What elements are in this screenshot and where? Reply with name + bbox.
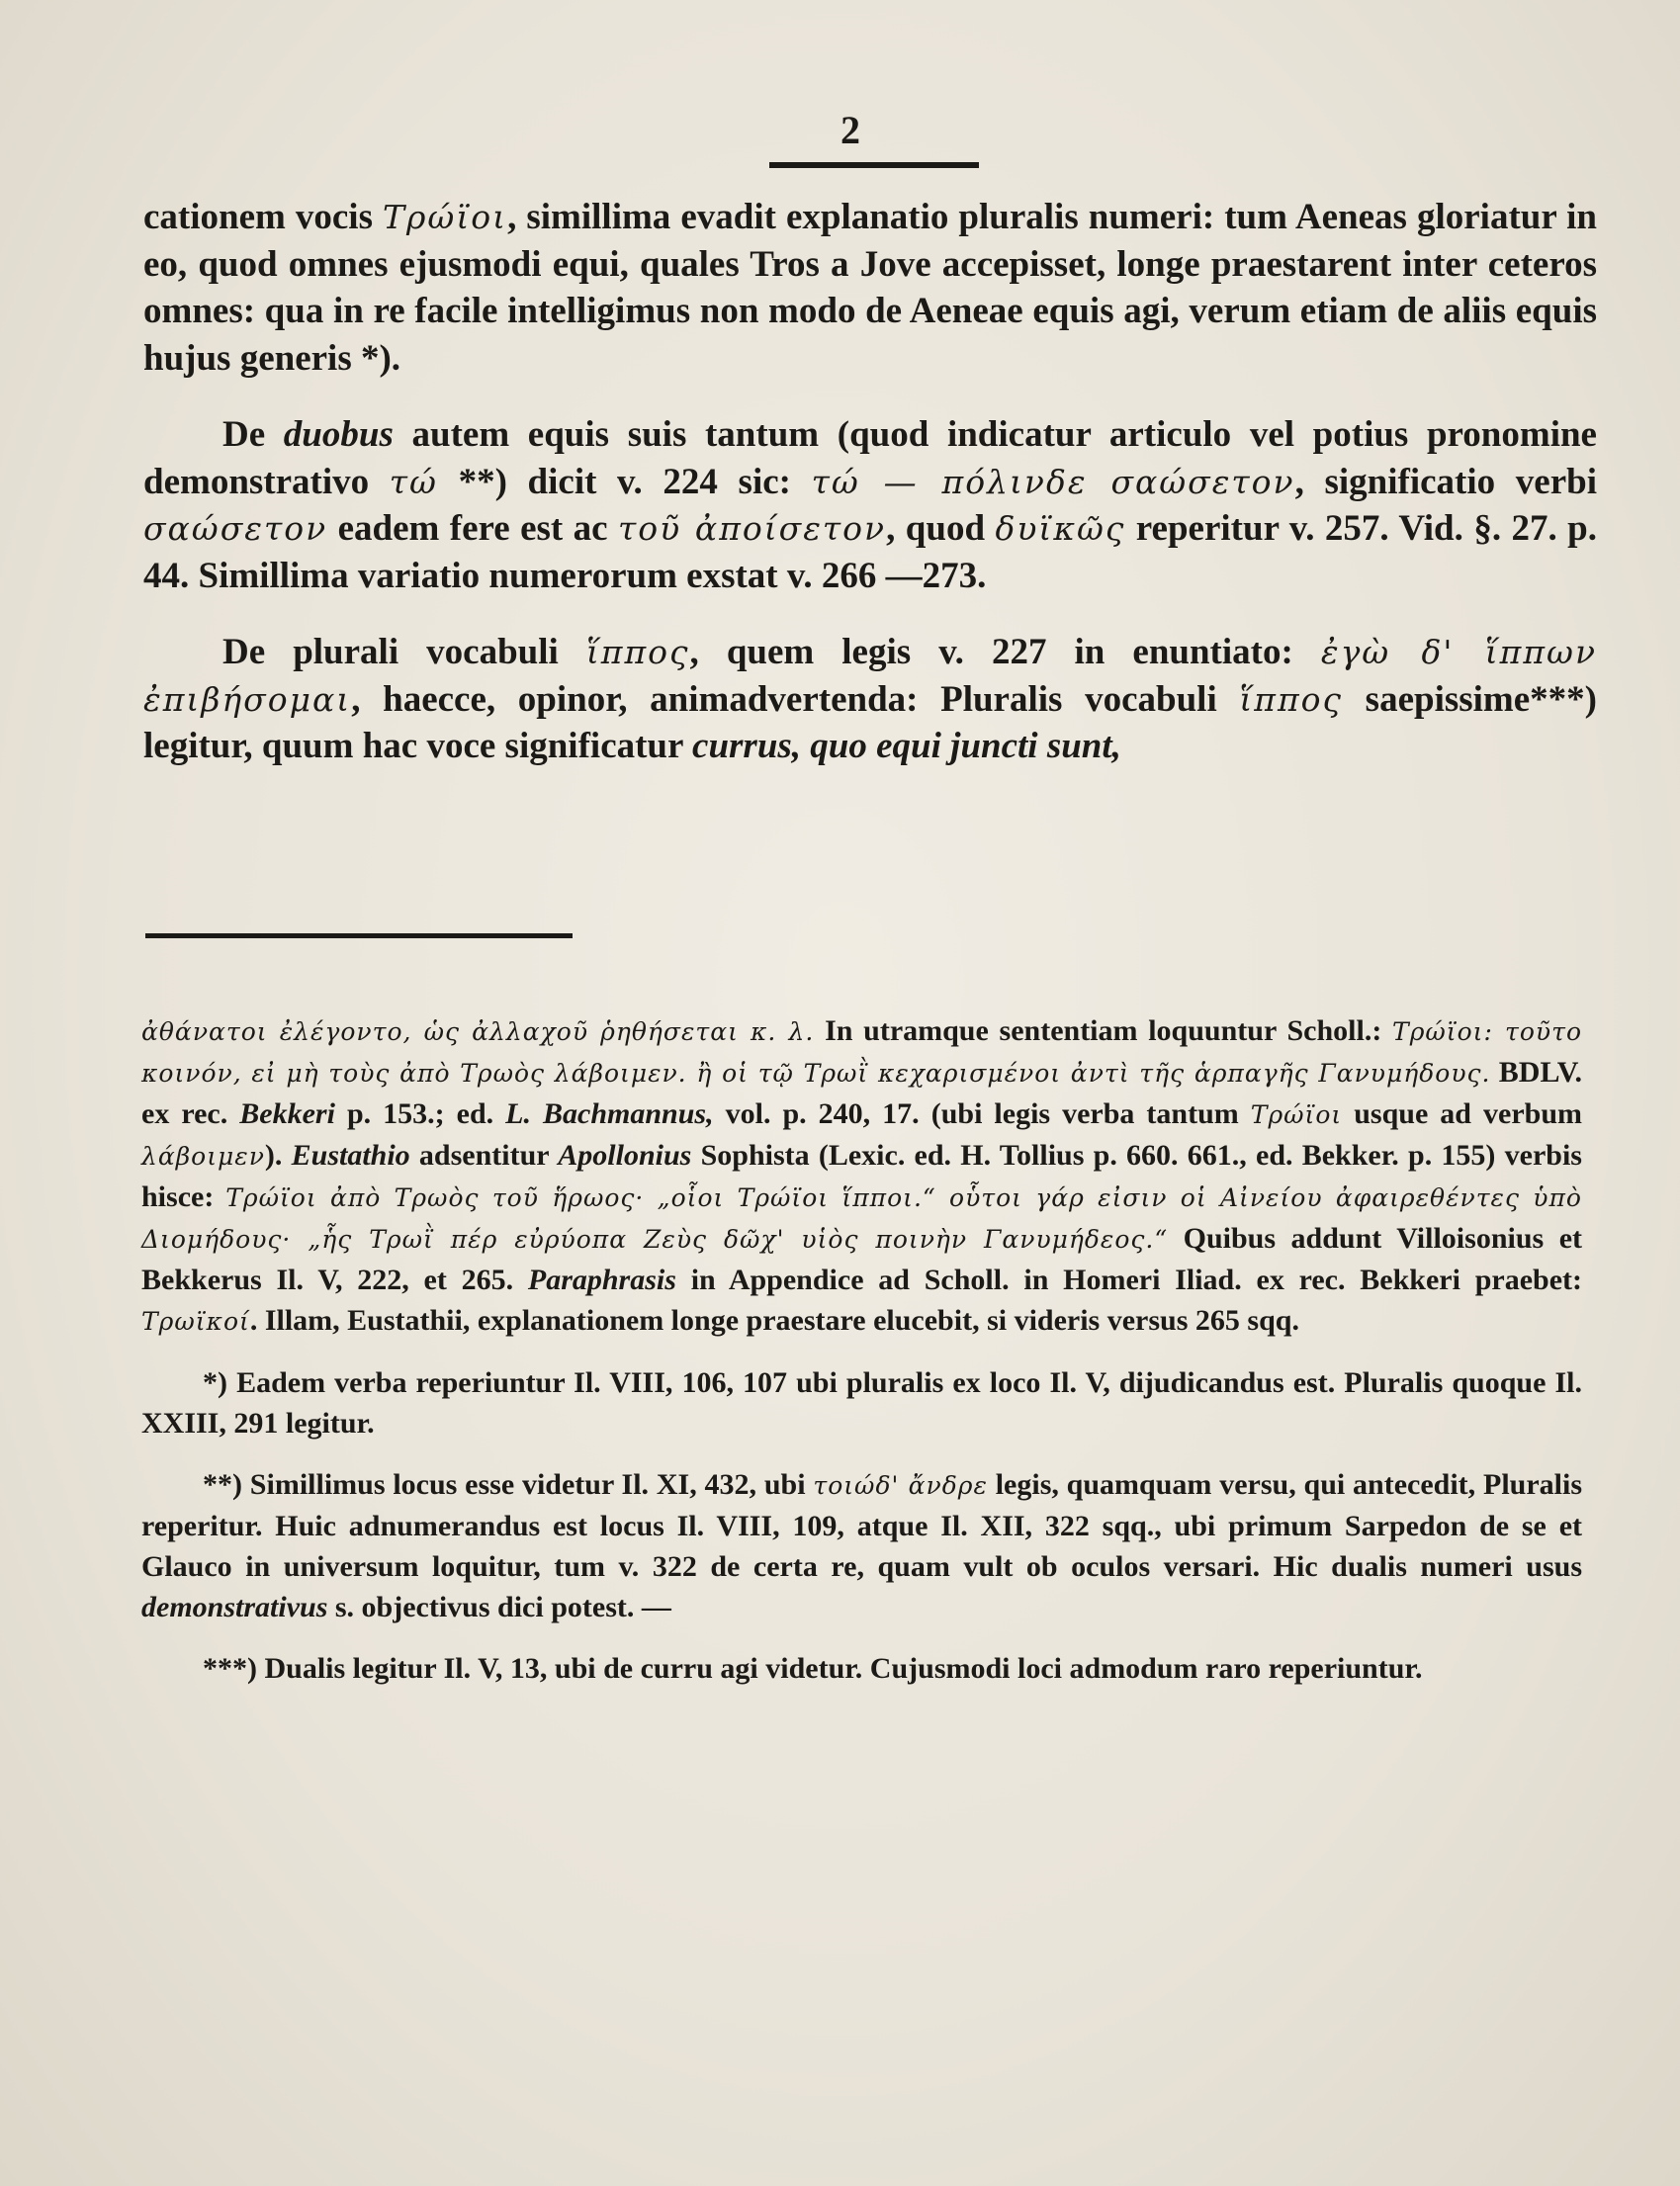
- text-run: BDLV. ex rec.: [141, 1056, 1583, 1130]
- greek-term: τώ: [389, 462, 438, 501]
- greek-quote: Τρώϊοι ἀπὸ Τρωὸς τοῦ ἥρωος· „οἷοι Τρώϊοι ἵπποι.“ οὗτοι γάρ εἰσιν οἱ Αἰνείου ἀφαιρεθέντες ὑπὸ Διομήδους· „ἧς Τρωῒ πέρ εὐρύοπα Ζεὺς δῶχ' υἱὸς ποινὴν Γανυμήδεος.“: [141, 1183, 1582, 1254]
- italic-term: duobus: [283, 414, 394, 455]
- text-run: , simillima evadit explanatio pluralis numeri: tum Aeneas gloriatur in eo, quod omnes ejusmodi equi, quales Tros a Jove accepisset, longe praestarent inter ceteros omnes: qua in re facile intelligimus non modo de Aeneae equis agi, verum etiam de aliis equis hujus generis *).: [143, 197, 1597, 379]
- italic-term: demonstrativus: [141, 1591, 328, 1623]
- text-run: vol. p. 240, 17. (ubi legis verba tantum: [713, 1097, 1251, 1130]
- greek-term: Τρωϊκοί: [141, 1307, 250, 1336]
- text-run: adsentitur: [409, 1139, 559, 1172]
- italic-term: Bekkeri: [239, 1097, 335, 1130]
- text-run: s. objectivus dici potest. —: [327, 1591, 671, 1623]
- footnote-3: [141, 1648, 1582, 1689]
- greek-quote: ἀθάνατοι ἐλέγοντο, ὡς ἀλλαχοῦ ῥηθήσεται κ. λ.: [141, 1017, 815, 1046]
- text-run: cationem vocis: [143, 197, 383, 237]
- paragraph-2: [143, 411, 1597, 599]
- text-run: , haecce, opinor, animadvertenda: Pluralis vocabuli: [351, 678, 1240, 720]
- text-run: Sophista (Lexic. ed. H. Tollius p. 660. 661., ed. Bekker. p. 155) verbis hisce:: [141, 1139, 1582, 1213]
- footnote-2: [141, 1464, 1582, 1627]
- italic-term: Apollonius: [558, 1139, 692, 1172]
- header-rule: [769, 162, 979, 168]
- greek-quote: τώ — πόλινδε σαώσετον: [811, 462, 1295, 501]
- greek-term: Τρώϊοι: [1250, 1100, 1343, 1129]
- greek-term: δυϊκῶς: [995, 509, 1126, 548]
- italic-term: Eustathio: [291, 1139, 410, 1172]
- footnote-continuation: [141, 1010, 1582, 1342]
- text-run: ***) Dualis legitur Il. V, 13, ubi de curru agi videtur. Cujusmodi loci admodum raro reperiuntur.: [203, 1652, 1423, 1685]
- text-run: **) dicit v. 224 sic:: [437, 461, 812, 502]
- text-run: in Appendice ad Scholl. in Homeri Iliad. ex rec. Bekkeri praebet:: [675, 1264, 1582, 1296]
- paragraph-3: [143, 629, 1597, 770]
- footnotes: [141, 1010, 1582, 1689]
- text-run: **) Simillimus locus esse videtur Il. XI, 432, ubi: [203, 1468, 814, 1501]
- italic-term: L. Bachmannus,: [505, 1097, 714, 1130]
- greek-quote: ἐγὼ δ' ἵππων ἐπιβήσομαι: [143, 633, 1598, 719]
- text-run: De plurali vocabuli: [222, 632, 586, 672]
- text-run: Quibus addunt Villoisonius et Bekkerus Il. V, 222, et 265.: [141, 1222, 1583, 1296]
- text-run: eadem fere est ac: [327, 508, 619, 549]
- greek-term: τοιώδ' ἄνδρε: [813, 1471, 988, 1500]
- text-run: ).: [264, 1139, 292, 1172]
- greek-term: Τρώϊοι: [383, 198, 508, 236]
- footnote-rule: [145, 933, 573, 938]
- italic-term: Paraphrasis: [527, 1264, 676, 1296]
- text-run: legis, quamquam versu, qui antecedit, Pluralis reperitur. Huic adnumerandus est locus Il. VIII, 109, atque Il. XII, 322 sqq., ubi primum Sarpedon de se et Glauco in universum loquitur, tum v. 322 de certa re, quam vult ob oculos versari. Hic dualis numeri usus: [141, 1468, 1582, 1583]
- greek-term: ἵππος: [1239, 679, 1344, 719]
- greek-term: σαώσετον: [143, 509, 328, 548]
- paragraph-1: [143, 194, 1597, 382]
- text-run: , quod: [886, 508, 996, 549]
- page-number: 2: [840, 108, 860, 152]
- text-run: De: [222, 414, 284, 455]
- greek-term: λάβοιμεν: [141, 1142, 265, 1171]
- text-run: , quem legis v. 227 in enuntiato:: [689, 632, 1321, 672]
- greek-quote: Τρώϊοι: τοῦτο κοινόν, εἰ μὴ τοὺς ἀπὸ Τρωὸς λάβοιμεν. ἢ οἱ τῷ Τρωῒ κεχαρισμένοι ἀντὶ τῆς ἁρπαγῆς Γανυμήδους.: [141, 1017, 1582, 1088]
- text-run: usque ad verbum: [1342, 1097, 1582, 1130]
- footnote-1: [141, 1362, 1582, 1443]
- main-text: [143, 194, 1597, 770]
- text-run: reperitur v. 257. Vid. §. 27. p. 44. Simillima variatio numerorum exstat v. 266 —273.: [143, 508, 1598, 596]
- text-run: autem equis suis tantum (quod indicatur articulo vel potius pronomine demonstrativo: [143, 414, 1597, 502]
- greek-term: ἵππος: [585, 633, 690, 671]
- text-run: In utramque sententiam loquuntur Scholl.:: [814, 1014, 1393, 1047]
- text-run: *) Eadem verba reperiuntur Il. VIII, 106, 107 ubi pluralis ex loco Il. V, dijudicandus est. Pluralis quoque Il. XXIII, 291 legitur.: [141, 1366, 1582, 1440]
- italic-term: currus, quo equi juncti sunt,: [692, 726, 1121, 766]
- text-run: , significatio verbi: [1294, 461, 1597, 502]
- text-run: . Illam, Eustathii, explanationem longe praestare elucebit, si videris versus 265 sqq.: [249, 1304, 1299, 1337]
- greek-term: τοῦ ἀποίσετον: [618, 509, 887, 548]
- text-run: p. 153.; ed.: [334, 1097, 506, 1130]
- text-run: saepissime***) legitur, quum hac voce significatur: [143, 678, 1597, 766]
